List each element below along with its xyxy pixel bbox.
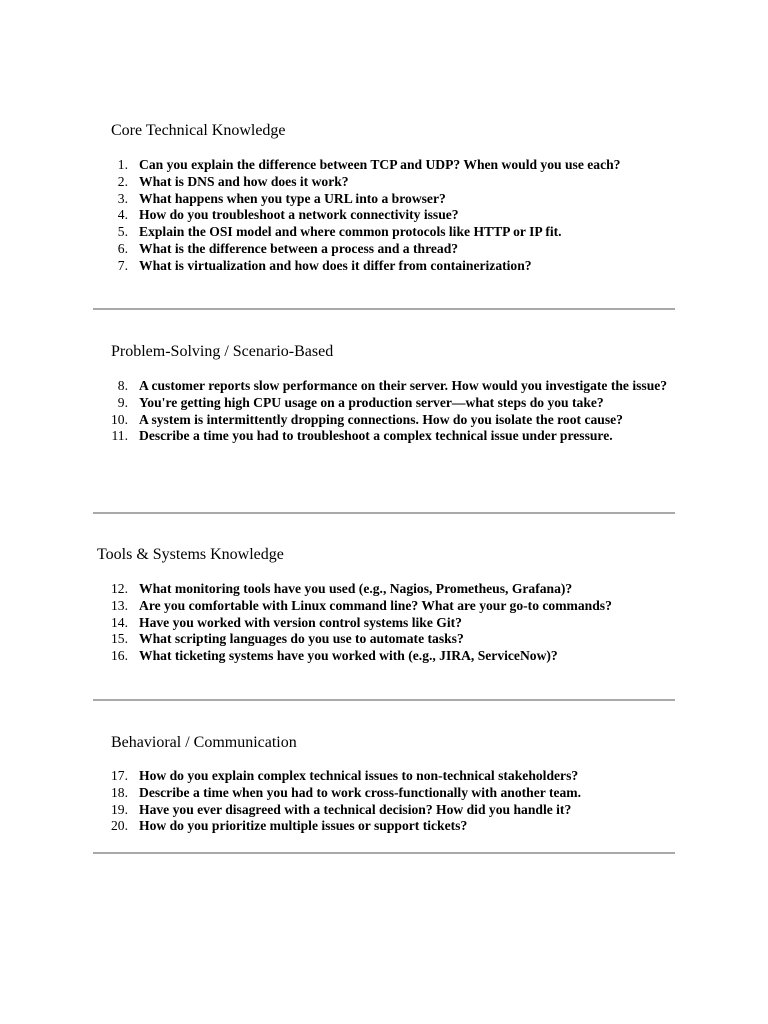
question-item (0, 378, 768, 395)
section-divider (93, 512, 675, 514)
question-item (0, 191, 768, 208)
question-text: How do you explain complex technical issues to non-technical stakeholders? (139, 768, 579, 783)
question-item (0, 395, 768, 412)
question-number: 15. (111, 631, 128, 647)
question-item (0, 598, 768, 615)
section-heading-tools-systems: Tools & Systems Knowledge (97, 546, 284, 563)
question-item (0, 615, 768, 632)
question-text: Describe a time you had to troubleshoot a complex technical issue under pressure. (139, 428, 613, 444)
question-list-behavioral (0, 768, 768, 835)
question-text: You're getting high CPU usage on a production server—what steps do you take? (139, 394, 604, 410)
question-text: What ticketing systems have you worked with (e.g., JIRA, ServiceNow)? (139, 648, 558, 664)
question-item (0, 157, 768, 174)
question-number: 9. (117, 394, 128, 410)
question-number: 4. (117, 207, 128, 223)
question-item (0, 581, 768, 598)
question-number: 18. (111, 784, 128, 800)
question-text: Explain the OSI model and where common protocols like HTTP or IP fit. (139, 224, 562, 240)
question-number: 10. (111, 411, 128, 427)
question-item (0, 224, 768, 241)
question-number: 6. (117, 240, 128, 256)
question-text: What is the difference between a process and a thread? (139, 240, 459, 256)
question-text: Can you explain the difference between TCP and UDP? When would you use each? (139, 157, 621, 172)
question-text: What is DNS and how does it work? (139, 173, 349, 189)
question-item (0, 802, 768, 819)
question-number: 8. (117, 378, 128, 393)
question-number: 13. (111, 597, 128, 613)
question-text: What happens when you type a URL into a browser? (139, 190, 446, 206)
question-item (0, 648, 768, 665)
section-heading-problem-solving: Problem-Solving / Scenario-Based (111, 343, 334, 360)
question-list-problem-solving (0, 378, 768, 445)
question-item (0, 258, 768, 275)
question-text: How do you troubleshoot a network connectivity issue? (139, 207, 459, 223)
question-number: 16. (111, 648, 128, 664)
question-text: What is virtualization and how does it differ from containerization? (139, 257, 532, 273)
question-list-core-technical (0, 157, 768, 275)
question-text: How do you prioritize multiple issues or support tickets? (139, 818, 468, 834)
question-text: Have you ever disagreed with a technical decision? How did you handle it? (139, 801, 572, 817)
question-item (0, 428, 768, 445)
question-text: A customer reports slow performance on their server. How would you investigate the issue? (139, 378, 668, 393)
question-text: Are you comfortable with Linux command line? What are your go-to commands? (139, 597, 612, 613)
question-text: What monitoring tools have you used (e.g., Nagios, Prometheus, Grafana)? (139, 581, 573, 596)
question-item (0, 174, 768, 191)
question-item (0, 785, 768, 802)
question-number: 5. (117, 224, 128, 240)
question-number: 2. (117, 173, 128, 189)
question-item (0, 768, 768, 785)
section-heading-behavioral: Behavioral / Communication (111, 734, 297, 751)
question-text: Have you worked with version control systems like Git? (139, 614, 462, 630)
question-number: 7. (117, 257, 128, 273)
question-text: A system is intermittently dropping connections. How do you isolate the root cause? (139, 411, 623, 427)
question-list-tools-systems (0, 581, 768, 665)
section-divider (93, 699, 675, 701)
question-number: 3. (117, 190, 128, 206)
question-number: 20. (111, 818, 128, 834)
question-text: What scripting languages do you use to automate tasks? (139, 631, 464, 647)
question-number: 14. (111, 614, 128, 630)
section-heading-core-technical: Core Technical Knowledge (111, 122, 286, 139)
question-item (0, 241, 768, 258)
question-number: 19. (111, 801, 128, 817)
question-text: Describe a time when you had to work cross-functionally with another team. (139, 784, 582, 800)
question-item (0, 631, 768, 648)
question-number: 11. (111, 428, 128, 444)
question-item (0, 412, 768, 429)
question-number: 1. (117, 157, 128, 172)
question-item (0, 818, 768, 835)
question-item (0, 207, 768, 224)
section-divider (93, 308, 675, 310)
question-number: 12. (111, 581, 128, 596)
section-divider (93, 852, 675, 854)
question-number: 17. (111, 768, 128, 783)
